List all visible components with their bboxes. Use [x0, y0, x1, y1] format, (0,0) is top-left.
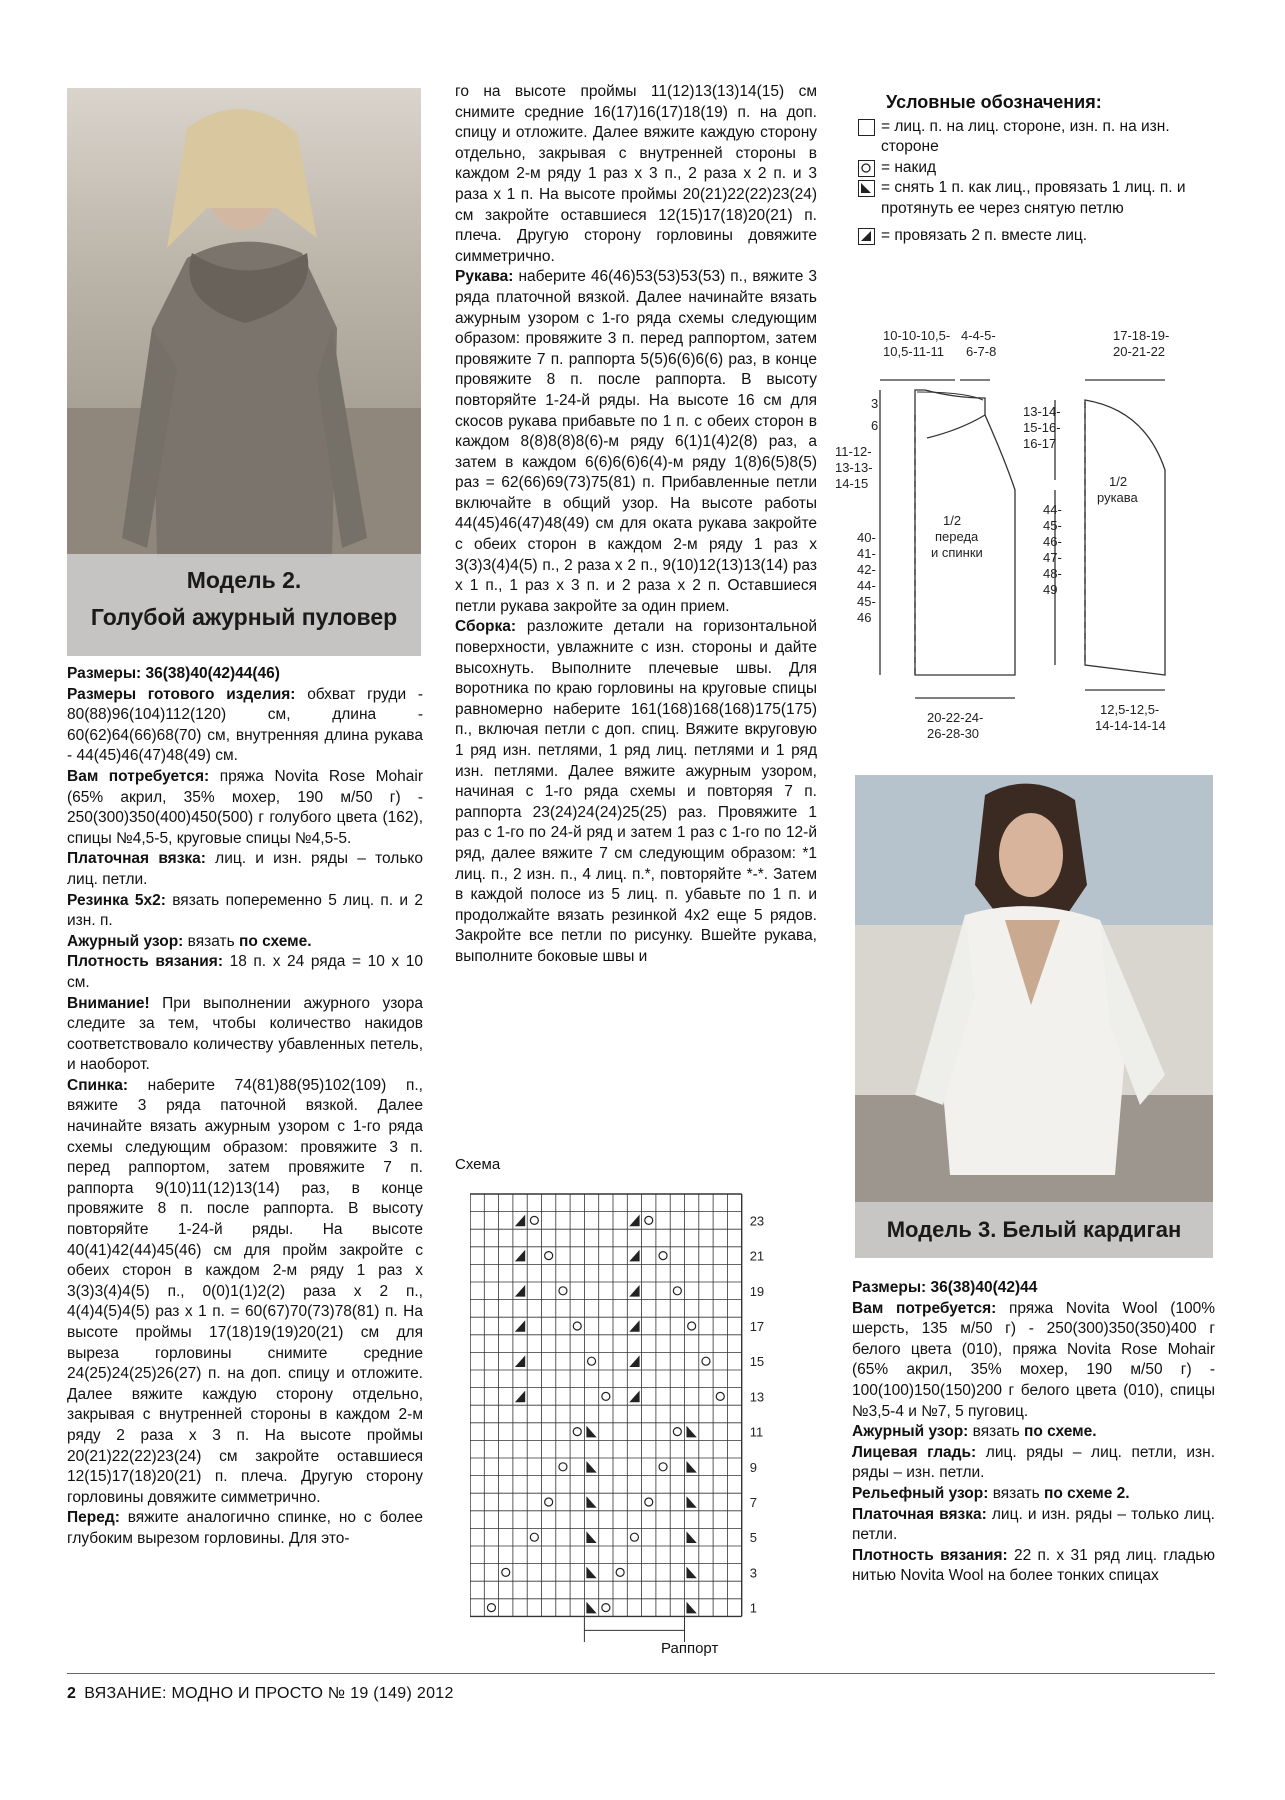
page-footer [67, 1685, 454, 1703]
relief-text: вязать [988, 1484, 1045, 1502]
materials-label-model3: Вам потребуется: [852, 1299, 997, 1317]
row-label: 21 [749, 1248, 765, 1264]
schema-title: Схема [455, 1156, 501, 1173]
dim-sleeve-2: 45- [1043, 518, 1062, 533]
yarn-over-mark [530, 1216, 538, 1224]
dim-top-right-1: 17-18-19- [1113, 328, 1170, 343]
dim-cuff-2: 14-14-14-14 [1095, 718, 1166, 733]
lace-text: вязать [183, 932, 239, 950]
body-label-3: и спинки [931, 545, 983, 560]
lace-text-bold: по схеме. [238, 932, 312, 950]
yarn-over-mark [673, 1428, 681, 1436]
empty-square-icon [858, 119, 875, 136]
garter-text-model3: лиц. и изн. ряды – только лиц. петли. [852, 1505, 1215, 1544]
dim-bottom-1: 20-22-24- [927, 710, 984, 725]
rib-label: Резинка 5х2: [67, 891, 166, 909]
sizes-line-model3: Размеры: 36(38)40(42)44 [852, 1279, 1038, 1296]
ssk-mark [586, 1567, 596, 1579]
k2tog-mark [629, 1355, 639, 1367]
legend-text: = снять 1 п. как лиц., провязать 1 лиц. п. и протянуть ее через снятую петлю [881, 179, 1186, 217]
dim-top-mid-1: 4-4-5- [961, 328, 996, 343]
sizes-line: Размеры: 36(38)40(42)44(46) [67, 665, 280, 682]
relief-text-bold: по схеме 2. [1044, 1484, 1130, 1502]
body-label-1: 1/2 [943, 513, 962, 528]
attention-label: Внимание! [67, 994, 150, 1012]
lace-label: Ажурный узор: [67, 932, 184, 950]
body-label-2: переда [935, 529, 979, 544]
row-label: 17 [749, 1319, 765, 1334]
front-label: Перед: [67, 1509, 120, 1527]
k2tog-mark [515, 1320, 525, 1332]
dim-neck-3: 3 [871, 396, 879, 411]
dim-body-5: 45- [857, 594, 876, 609]
ssk-mark [687, 1531, 697, 1543]
left-decrease-icon [858, 228, 875, 245]
gauge-label: Плотность вязания: [67, 953, 223, 971]
stockinette-text: лиц. ряды – лиц. петли, изн. ряды – изн. петли. [852, 1443, 1216, 1482]
yarn-over-mark [545, 1498, 553, 1506]
yarn-over-mark [602, 1392, 610, 1400]
yarn-over-mark [573, 1322, 581, 1330]
ssk-mark [586, 1461, 596, 1473]
legend-item-yarnover [858, 158, 1218, 179]
sleeve-label-1: 1/2 [1109, 474, 1128, 489]
dim-top-left-1: 10-10-10,5- [883, 328, 951, 343]
sleeve-label-2: рукава [1097, 490, 1138, 505]
yarn-over-mark [716, 1392, 724, 1400]
garter-text: лиц. и изн. ряды – только лиц. петли. [67, 850, 423, 888]
dim-cap-3: 16-17 [1023, 436, 1057, 451]
gauge-text: 18 п. х 24 ряда = 10 х 10 см. [67, 953, 423, 991]
ssk-mark [586, 1602, 596, 1614]
yarn-over-mark [530, 1533, 538, 1541]
dim-bottom-2: 26-28-30 [927, 726, 980, 741]
legend-title: Условные обозначения: [886, 92, 1102, 112]
ssk-mark [586, 1496, 596, 1508]
column-2-text [455, 82, 817, 968]
model3-photo [855, 775, 1213, 1258]
stockinette-label: Лицевая гладь: [852, 1443, 977, 1461]
sleeve-outline [1085, 400, 1165, 675]
footer-rule [67, 1673, 1215, 1674]
back-text: наберите 74(81)88(95)102(109) п., вяжите 3 ряда паточной вязкой. Далее начинайте вязать ажурным узором с 1-го ряда схемы следующим образом: провяжите 3 п. перед раппортом, затем провяжите 7 п. раппорта 9(10)11(12)13(14) раз, в конце провяжите 8 п. после раппорта. В высоту повторяйте 1-24-й ряды. На высоте 40(41)42(44)45(46) см для пройм закройте с обеих сторон в каждом 2-м ряду 1 раз х 3(3)3(4)4(5) п., 0(0)1(1)2(2) раза х 2 п., 4(4)4(5)4(5) раз х 1 п. = 60(67)70(73)78(81) п. На высоте проймы 17(18)19(19)20(21) см для выреза горловины снимите средние 24(25)24(25)26(27) п. на доп. спицу и отложите. Далее вяжите каждую сторону отдельно, закрывая с внутренней стороны в каждом 2-м ряду 2 раза х 3 п. На высоте проймы 20(21)22(22)23(24) см закройте оставшиеся 12(15)17(18)20(21) п. плеча. Другую сторону горловины довяжите симметрично. [67, 1076, 423, 1506]
yarn-over-icon [858, 160, 875, 177]
yarn-over-mark [702, 1357, 710, 1365]
magazine-title: ВЯЗАНИЕ: МОДНО И ПРОСТО № 19 (149) 2012 [84, 1685, 454, 1702]
page-number: 2 [67, 1685, 77, 1702]
model2-photo [67, 88, 421, 656]
lace-text-bold-model3: по схеме. [1023, 1423, 1097, 1441]
assembly-text: разложите детали на горизонтальной поверхности, увлажните с изн. стороны и дайте высохнуть. Выполните плечевые швы. Для воротника по краю горловины на круговые спицы равномерно наберите 161(168)168(168)175(175) п., включая петли с доп. спиц. Вяжите вкруговую 1 ряд изн. петлями, 1 ряд лиц. петлями и 1 ряд изн. петлями. Далее вяжите ажурным узором, начиная с 1-го ряда схемы и повторяя 7 п. раппорта 23(24)24(24)25(25) раз. Провяжите 1 раз с 1-го по 24-й ряд и затем 1 раз с 1-го по 12-й ряд, далее вяжите 7 см следующим образом: *1 лиц. п., 2 изн. п., 4 лиц. п.*, повторяйте *-*. Затем в каждой полосе из 5 лиц. п. убавьте по 1 п. и продолжайте вязать резинкой 4х2 еще 5 рядов. Закройте все петли по рисунку. Вшейте рукава, выполните боковые швы и [455, 618, 817, 965]
yarn-over-mark [659, 1252, 667, 1260]
row-label: 13 [749, 1389, 765, 1405]
dim-top-right-2: 20-21-22 [1113, 344, 1166, 359]
yarn-over-mark [545, 1252, 553, 1260]
yarn-over-mark [502, 1568, 510, 1576]
row-label: 5 [749, 1530, 757, 1546]
dim-cuff-1: 12,5-12,5- [1100, 702, 1160, 717]
row-label: 1 [749, 1600, 757, 1616]
legend-item-knit [858, 117, 1218, 158]
dim-cap-2: 15-16- [1023, 420, 1061, 435]
finished-size-label: Размеры готового изделия: [67, 685, 296, 703]
yarn-over-mark [688, 1322, 696, 1330]
row-label: 23 [749, 1213, 765, 1229]
dim-sleeve-4: 47- [1043, 550, 1062, 565]
yarn-over-mark [487, 1604, 495, 1612]
right-decrease-icon [858, 180, 875, 197]
yarn-over-mark [602, 1604, 610, 1612]
k2tog-mark [629, 1285, 639, 1297]
yarn-over-mark [559, 1287, 567, 1295]
dim-body-1: 40- [857, 530, 876, 545]
yarn-over-mark [588, 1357, 596, 1365]
legend-item-k2tog [858, 226, 1218, 247]
ssk-mark [687, 1461, 697, 1473]
yarn-over-mark [616, 1568, 624, 1576]
dim-body-3: 42- [857, 562, 876, 577]
knitting-chart [470, 1182, 810, 1642]
dim-neck-6: 6 [871, 418, 879, 433]
lace-text-model3: вязать [968, 1423, 1024, 1441]
dim-sleeve-1: 44- [1043, 502, 1062, 517]
k2tog-mark [515, 1215, 525, 1227]
legend [858, 92, 1218, 246]
yarn-over-mark [673, 1287, 681, 1295]
ssk-mark [687, 1602, 697, 1614]
dim-top-mid-2: 6-7-8 [966, 344, 997, 359]
relief-label: Рельефный узор: [852, 1484, 989, 1502]
legend-text: = провязать 2 п. вместе лиц. [881, 226, 1088, 244]
yarn-over-mark [645, 1498, 653, 1506]
front-text: вяжите аналогично спинке, но с более глубоким вырезом горловины. Для это- [67, 1509, 423, 1547]
sleeve-label: Рукава: [455, 268, 514, 286]
row-label: 3 [749, 1565, 757, 1581]
dim-sleeve-5: 48- [1043, 566, 1062, 581]
materials-text-model3: пряжа Novita Wool (100% шерсть, 135 м/50 г) - 250(300)350(350)400 г белого цвета (010), пряжа Novita Rose Mohair (65% акрил, 35% мохер, 190 м/50 г) - 100(100)150(150)200 г белого цвета (010), спицы №3,5-4 и №7, 5 пуговиц. [852, 1299, 1215, 1420]
row-label: 19 [749, 1283, 765, 1299]
model3-caption: Модель 3. Белый кардиган [855, 1202, 1213, 1258]
rapport-label: Раппорт [661, 1640, 719, 1657]
ssk-mark [687, 1426, 697, 1438]
k2tog-mark [515, 1355, 525, 1367]
k2tog-mark [629, 1215, 639, 1227]
row-label: 9 [749, 1459, 757, 1475]
gauge-label-model3: Плотность вязания: [852, 1546, 1008, 1564]
sleeve-text: наберите 46(46)53(53)53(53) п., вяжите 3 ряда платочной вязкой. Далее начинайте вязать ажурным узором с 1-го ряда схемы следующим образом: провяжите 3 п. перед раппортом, затем провяжите 7 п. раппорта 5(5)6(6)6(6) раз, в конце провяжите 8 п. после раппорта. В высоту повторяйте 1-24-й ряды. На высоте 16 см для скосов рукава прибавьте по 1 п. с обеих сторон в каждом 8(8)8(8)8(6)-м ряду 6(1)1(4)2(8) раз, а затем в каждом 6(6)6(6)6(4)-м ряду 1(8)6(5)8(5) раз = 62(66)69(73)75(81) п. Прибавленные петли включайте в общий узор. На высоте работы 44(45)46(47)48(49) см для оката рукава закройте с обеих сторон в каждом 2-м ряду 1 раз х 3(3)3(4)4(5) п., 2 раза х 2 п., 9(10)12(13)13(14) раз х 1 п., 1 раз х 3 п. и 2 раза х 2 п. Оставшиеся петли рукава закройте за один прием. [455, 268, 817, 615]
yarn-over-mark [659, 1463, 667, 1471]
back-label: Спинка: [67, 1076, 128, 1094]
legend-item-ssk [858, 178, 1218, 219]
garter-label-model3: Платочная вязка: [852, 1505, 987, 1523]
legend-text: = накид [881, 158, 937, 176]
rib-text: вязать попеременно 5 лиц. п. и 2 изн. п. [67, 891, 423, 930]
model2-caption-line2: Голубой ажурный пуловер [90, 604, 398, 630]
materials-text: пряжа Novita Rose Mohair (65% акрил, 35% мохер, 190 м/50 г) - 250(300)350(400)450(500) г голубого цвета (162), спицы №4,5-5, круговые спицы №4,5-5. [67, 767, 424, 847]
column-1-text [67, 664, 423, 1550]
k2tog-mark [629, 1320, 639, 1332]
k2tog-mark [515, 1285, 525, 1297]
row-label: 11 [749, 1424, 764, 1440]
k2tog-mark [515, 1391, 525, 1403]
front-continued: го на высоте проймы 11(12)13(13)14(15) см снимите средние 16(17)16(17)18(19) п. на доп. спицу и отложите. Далее вяжите каждую сторону отдельно, закрывая с внутренней стороны в каждом 2-м ряду 1 раз х 3 п., 2 раза х 2 п. и 3 раза х 1 п. На высоте проймы 20(21)22(22)23(24) см закройте оставшиеся 12(15)17(18)20(21) п. плеча. Другую сторону горловины довяжите симметрично. [455, 83, 817, 265]
materials-label: Вам потребуется: [67, 767, 210, 785]
ssk-mark [687, 1567, 697, 1579]
dim-cap-1: 13-14- [1023, 404, 1061, 419]
model3-illustration [855, 775, 1213, 1258]
gauge-text-model3: 22 п. х 31 ряд лиц. гладью нитью Novita Wool на более тонких спицах [852, 1546, 1215, 1585]
legend-text: = лиц. п. на лиц. стороне, изн. п. на изн. стороне [881, 117, 1170, 156]
assembly-label: Сборка: [455, 618, 517, 636]
dim-arm-2: 13-13- [835, 460, 873, 475]
ssk-mark [687, 1496, 697, 1508]
k2tog-mark [629, 1391, 639, 1403]
yarn-over-mark [559, 1463, 567, 1471]
garter-label: Платочная вязка: [67, 850, 206, 868]
dim-arm-3: 14-15 [835, 476, 869, 491]
yarn-over-mark [645, 1216, 653, 1224]
column-3-text [852, 1278, 1215, 1587]
lace-label-model3: Ажурный узор: [852, 1423, 969, 1441]
dim-sleeve-6: 49 [1043, 582, 1058, 597]
attention-text: При выполнении ажурного узора следите за тем, чтобы количество накидов соответствовало количеству убавленных петель, и наоборот. [67, 994, 423, 1074]
pattern-diagram [835, 320, 1225, 750]
yarn-over-mark [630, 1533, 638, 1541]
dim-arm-1: 11-12- [835, 444, 872, 459]
dim-body-6: 46 [857, 610, 872, 625]
ssk-mark [586, 1531, 596, 1543]
yarn-over-mark [573, 1428, 581, 1436]
dim-top-left-2: 10,5-11-11 [883, 344, 944, 359]
dim-body-2: 41- [857, 546, 876, 561]
model2-caption-line1: Модель 2. [186, 567, 302, 593]
k2tog-mark [629, 1250, 639, 1262]
ssk-mark [586, 1426, 596, 1438]
row-label: 7 [749, 1495, 757, 1510]
dim-body-4: 44- [857, 578, 876, 593]
finished-size-text: обхват груди - 80(88)96(104)112(120) см, длина - 60(62)64(66)68(70) см, внутренняя длина рукава - 44(45)46(47)48(49) см. [67, 685, 423, 765]
dim-sleeve-3: 46- [1043, 534, 1062, 549]
row-label: 15 [749, 1354, 765, 1370]
k2tog-mark [515, 1250, 525, 1262]
model2-caption [67, 554, 421, 656]
